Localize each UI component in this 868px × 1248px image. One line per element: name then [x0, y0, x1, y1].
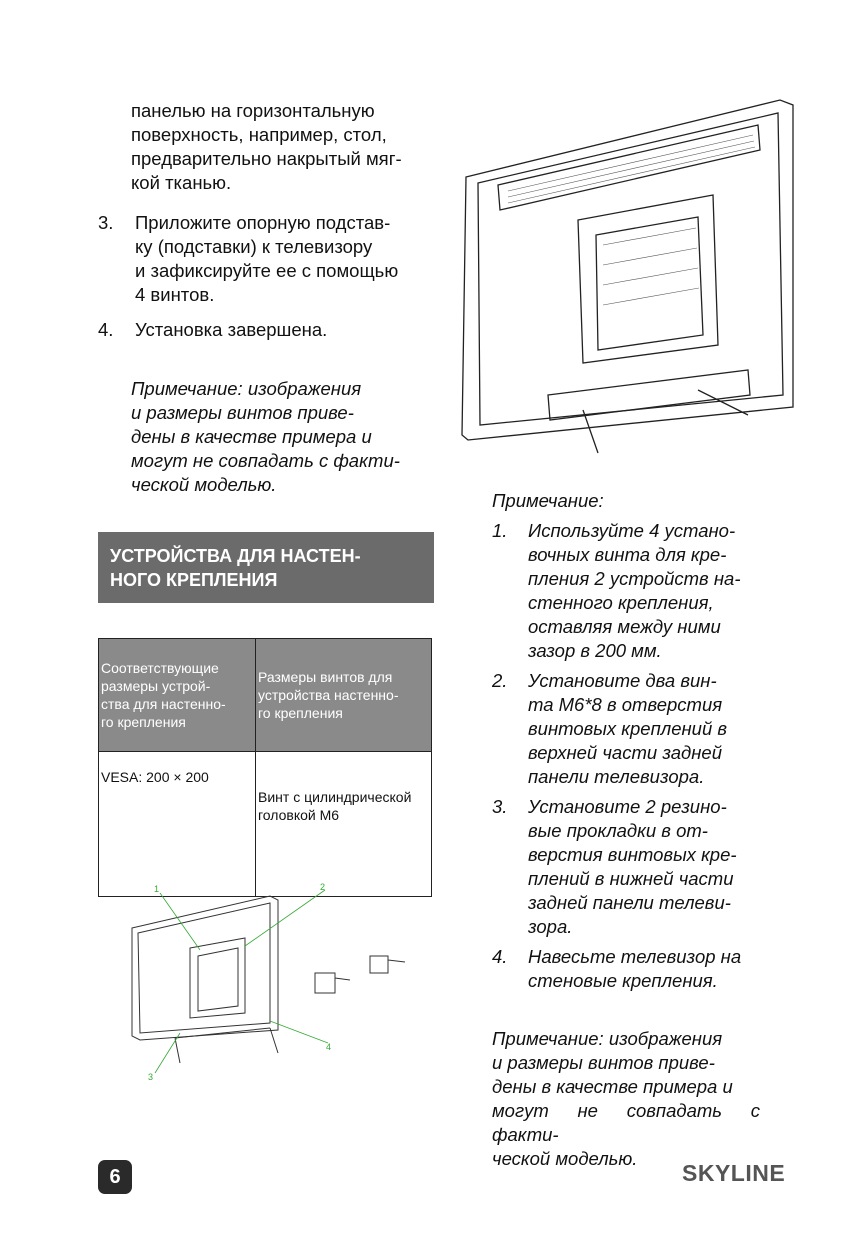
text-line: верхней части задней — [528, 742, 722, 763]
text-line: та М6*8 в отверстия — [528, 694, 723, 715]
table-cell-vesa — [99, 752, 256, 897]
mount-table — [98, 638, 432, 897]
text-line: VESA: 200 × 200 — [101, 769, 209, 785]
text-line: Размеры винтов для — [258, 669, 393, 685]
diagram-label: 1 — [154, 884, 160, 894]
step-4-number: 4. — [98, 319, 114, 340]
tv-top-vent — [498, 125, 760, 210]
tv-back-illustration — [458, 95, 800, 457]
text-line: Приложите опорную подстав- — [135, 212, 391, 233]
text-line: могут не совпадать с факти- — [131, 450, 400, 471]
diagram-label: 4 — [326, 1042, 332, 1052]
right-note — [492, 1027, 760, 1171]
diagram-label: 2 — [320, 882, 326, 892]
right-note-title: Примечание: — [492, 490, 604, 511]
right-item-2-number: 2. — [492, 670, 508, 691]
right-item-4-text — [528, 945, 760, 993]
vent-lines — [508, 135, 755, 305]
text-line: верстия винтовых кре- — [528, 844, 737, 865]
text-line: задней панели телеви- — [528, 892, 731, 913]
text-line: Установка завершена. — [135, 319, 328, 340]
step-3-text — [135, 211, 434, 307]
text-line: вочных винта для кре- — [528, 544, 727, 565]
text-line: дены в качестве примера и — [131, 426, 372, 447]
text-line: ческой моделью. — [492, 1148, 638, 1169]
text-line: ку (подставки) к телевизору — [135, 236, 373, 257]
text-line: пления 2 устройств на- — [528, 568, 741, 589]
step-4-text — [135, 318, 434, 342]
leader-lines — [155, 890, 328, 1073]
text-line: Навесьте телевизор на — [528, 946, 742, 967]
text-line: могут не совпадать с факти- — [492, 1100, 760, 1145]
text-line: стеновые крепления. — [528, 970, 718, 991]
text-line: Используйте 4 устано- — [528, 520, 736, 541]
table-row — [99, 752, 432, 897]
text-line: го крепления — [101, 714, 186, 730]
text-line: Установите два вин- — [528, 670, 717, 691]
right-item-1-text — [528, 519, 760, 663]
tv-stand-base — [548, 370, 750, 420]
table-header-row — [99, 639, 432, 752]
text-line: устройства настенно- — [258, 687, 399, 703]
left-note — [131, 377, 400, 497]
section-header — [98, 532, 434, 603]
right-item-1-number: 1. — [492, 520, 508, 541]
text-line: дены в качестве примера и — [492, 1076, 733, 1097]
text-line: 4 винтов. — [135, 284, 215, 305]
text-line: головкой М6 — [258, 807, 340, 823]
text-line: размеры устрой- — [101, 678, 211, 694]
section-title-line: УСТРОЙСТВА ДЛЯ НАСТЕН- — [110, 546, 361, 566]
text-line: ческой моделью. — [131, 474, 277, 495]
table-header-cell — [99, 639, 256, 752]
tv-center-panel — [578, 195, 718, 363]
right-item-3-number: 3. — [492, 796, 508, 817]
tv-inner-frame — [478, 113, 783, 425]
tv-outline — [462, 100, 793, 440]
page-number: 6 — [98, 1160, 132, 1194]
text-line: поверхность, например, стол, — [131, 124, 387, 145]
text-line: и размеры винтов приве- — [492, 1052, 715, 1073]
text-line: и размеры винтов приве- — [131, 402, 354, 423]
text-line: и зафиксируйте ее с помощью — [135, 260, 399, 281]
text-line: панелью на горизонтальную — [131, 100, 375, 121]
brand-logo: SKYLINE — [682, 1160, 786, 1186]
text-line: плений в нижней части — [528, 868, 734, 889]
text-line: Винт с цилиндрической — [258, 789, 412, 805]
text-line: винтовых креплений в — [528, 718, 728, 739]
right-item-2-text — [528, 669, 760, 789]
text-line: вые прокладки в от- — [528, 820, 708, 841]
text-line: предварительно накрытый мяг- — [131, 148, 402, 169]
text-line: стенного крепления, — [528, 592, 714, 613]
text-line: панели телевизора. — [528, 766, 705, 787]
wall-bracket-icon — [370, 956, 405, 973]
right-item-4-number: 4. — [492, 946, 508, 967]
intro-paragraph — [131, 99, 434, 195]
table-header-cell — [256, 639, 432, 752]
tv-back-vents — [198, 948, 238, 1011]
section-title-line: НОГО КРЕПЛЕНИЯ — [110, 570, 278, 590]
table-cell-screw — [256, 752, 432, 897]
wall-mount-diagram — [120, 878, 420, 1093]
text-line: го крепления — [258, 705, 343, 721]
text-line: оставляя между ними — [528, 616, 721, 637]
text-line: ства для настенно- — [101, 696, 226, 712]
text-line: Соответствующие — [101, 660, 219, 676]
text-line: Примечание: изображения — [492, 1028, 723, 1049]
text-line: Примечание: изображения — [131, 378, 362, 399]
text-line: кой тканью. — [131, 172, 232, 193]
right-item-3-text — [528, 795, 760, 939]
text-line: зазор в 200 мм. — [528, 640, 662, 661]
text-line: зора. — [528, 916, 573, 937]
diagram-label: 3 — [148, 1072, 154, 1082]
wall-bracket-icon — [315, 973, 350, 993]
step-3-number: 3. — [98, 212, 114, 233]
tv-stand-legs — [583, 390, 748, 453]
text-line: Установите 2 резино- — [528, 796, 727, 817]
